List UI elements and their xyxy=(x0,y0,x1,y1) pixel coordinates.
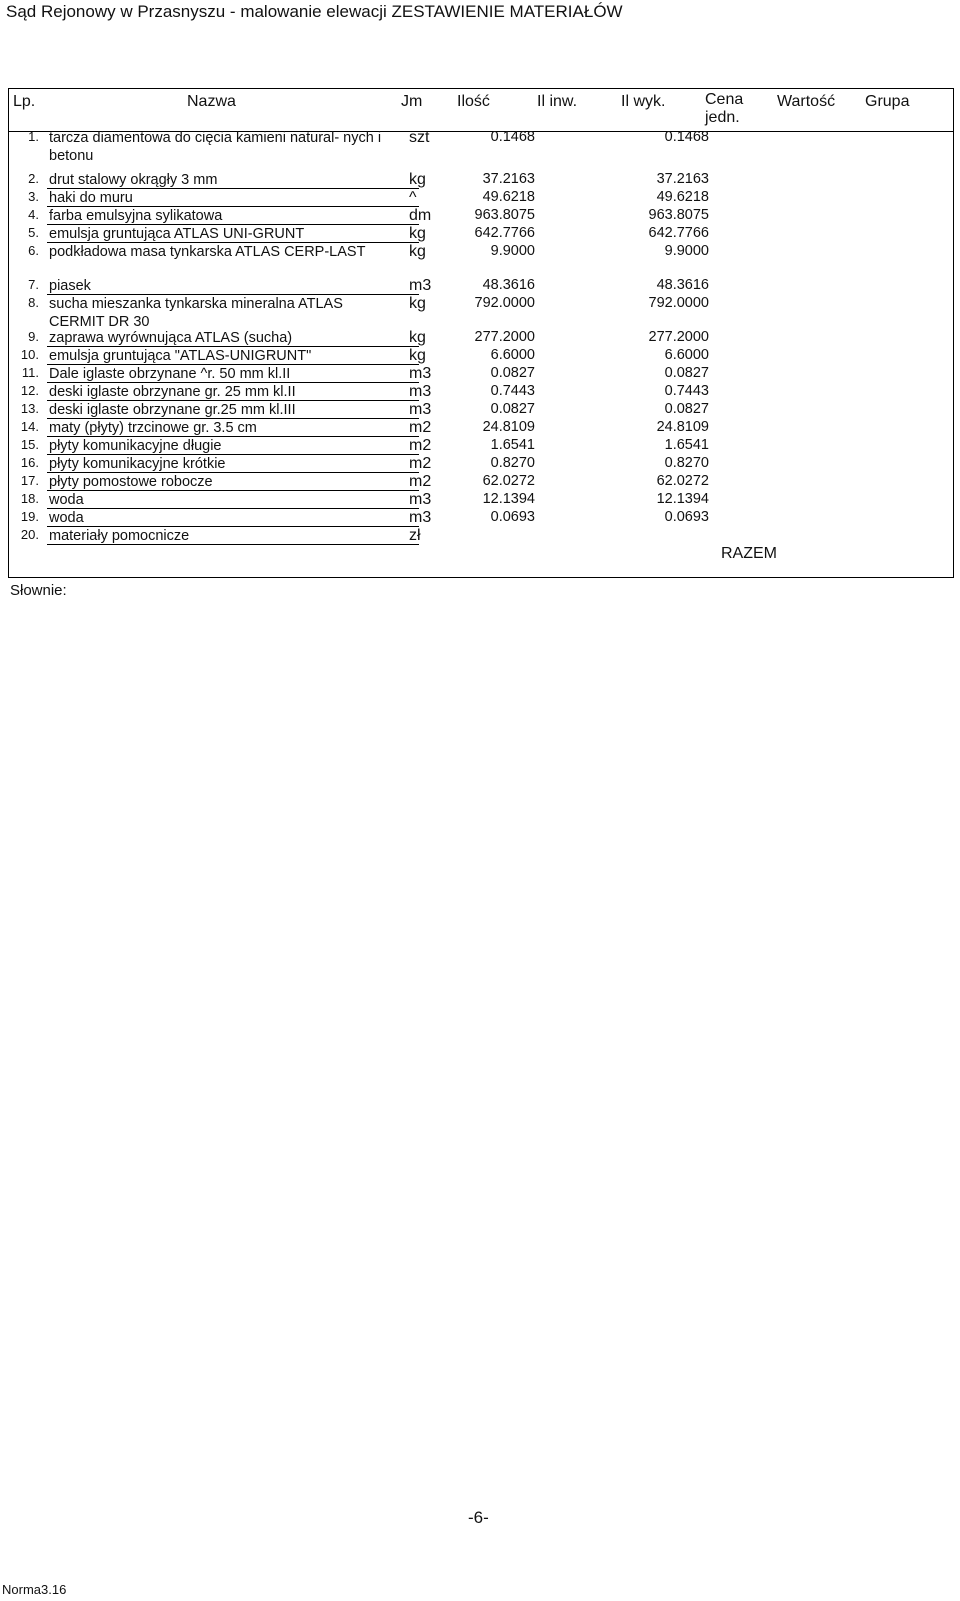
row-jm: kg xyxy=(409,225,426,242)
row-ilosc: 0.7443 xyxy=(490,383,535,399)
row-jm: m2 xyxy=(409,455,432,472)
row-il-wyk: 9.9000 xyxy=(664,243,709,259)
row-jm: m3 xyxy=(409,509,432,526)
row-lp: 11. xyxy=(21,365,39,380)
row-jm: dm xyxy=(409,207,432,224)
row-lp: 19. xyxy=(20,509,39,524)
row-nazwa: drut stalowy okrągły 3 mm xyxy=(49,172,218,188)
row-ilosc: 12.1394 xyxy=(482,491,535,507)
row-il-wyk: 37.2163 xyxy=(656,171,709,187)
row-ilosc: 0.1468 xyxy=(490,129,535,145)
row-nazwa: zaprawa wyrównująca ATLAS (sucha) xyxy=(49,330,293,346)
row-lp: 6. xyxy=(28,243,39,258)
row-lp: 1. xyxy=(28,129,39,144)
row-lp: 13. xyxy=(20,401,39,416)
row-jm: m3 xyxy=(409,365,432,382)
row-lp: 16. xyxy=(20,455,39,470)
row-ilosc: 6.6000 xyxy=(490,347,535,363)
row-lp: 4. xyxy=(28,207,39,222)
row-ilosc: 9.9000 xyxy=(490,243,535,259)
row-nazwa: emulsja gruntująca ATLAS UNI-GRUNT xyxy=(49,226,305,242)
row-jm: kg xyxy=(409,329,426,346)
row-jm: m2 xyxy=(409,473,432,490)
row-nazwa: maty (płyty) trzcinowe gr. 3.5 cm xyxy=(49,420,257,436)
row-jm: m2 xyxy=(409,437,432,454)
row-lp: 10. xyxy=(20,347,39,362)
row-lp: 20. xyxy=(20,527,39,542)
row-ilosc: 792.0000 xyxy=(474,295,535,311)
row-il-wyk: 12.1394 xyxy=(656,491,709,507)
row-nazwa: tarcza diamentowa do cięcia kamieni natural- nych i betonu xyxy=(49,130,382,164)
row-il-wyk: 1.6541 xyxy=(664,437,709,453)
row-il-wyk: 642.7766 xyxy=(648,225,709,241)
row-nazwa: haki do muru xyxy=(49,190,133,206)
row-nazwa: płyty pomostowe robocze xyxy=(49,474,213,490)
razem-label: RAZEM xyxy=(721,545,777,562)
header-cena: Cena jedn. xyxy=(705,91,744,126)
row-ilosc: 277.2000 xyxy=(474,329,535,345)
header-grupa: Grupa xyxy=(865,93,910,110)
row-ilosc: 48.3616 xyxy=(482,277,535,293)
row-jm: m2 xyxy=(409,419,432,436)
row-lp: 9. xyxy=(28,329,39,344)
row-jm: kg xyxy=(409,243,426,260)
row-il-wyk: 0.0827 xyxy=(664,401,709,417)
row-jm: szt xyxy=(409,129,430,146)
row-il-wyk: 277.2000 xyxy=(648,329,709,345)
row-nazwa: podkładowa masa tynkarska ATLAS CERP-LAST xyxy=(49,244,366,260)
row-nazwa: płyty komunikacyjne krótkie xyxy=(49,456,226,472)
row-il-wyk: 0.7443 xyxy=(664,383,709,399)
row-jm: m3 xyxy=(409,491,432,508)
header-il-wyk: Il wyk. xyxy=(621,93,666,110)
row-lp: 18. xyxy=(20,491,39,506)
row-underline xyxy=(47,544,419,545)
row-lp: 8. xyxy=(28,295,39,310)
footer-label: Norma3.16 xyxy=(2,1582,67,1597)
header-ilosc: Ilość xyxy=(457,93,490,110)
row-nazwa: emulsja gruntująca "ATLAS-UNIGRUNT" xyxy=(49,348,312,364)
row-ilosc: 24.8109 xyxy=(482,419,535,435)
row-il-wyk: 0.1468 xyxy=(664,129,709,145)
row-nazwa: farba emulsyjna sylikatowa xyxy=(49,208,223,224)
row-nazwa: materiały pomocnicze xyxy=(49,528,190,544)
row-ilosc: 963.8075 xyxy=(474,207,535,223)
row-lp: 2. xyxy=(28,171,39,186)
header-nazwa: Nazwa xyxy=(187,93,236,110)
row-il-wyk: 6.6000 xyxy=(664,347,709,363)
row-lp: 7. xyxy=(28,277,39,292)
row-il-wyk: 792.0000 xyxy=(648,295,709,311)
row-jm: m3 xyxy=(409,401,432,418)
slownie-label: Słownie: xyxy=(10,582,67,599)
row-ilosc: 62.0272 xyxy=(482,473,535,489)
page-number: -6- xyxy=(468,1508,489,1527)
row-il-wyk: 62.0272 xyxy=(656,473,709,489)
row-jm: m3 xyxy=(409,383,432,400)
row-nazwa: płyty komunikacyjne długie xyxy=(49,438,222,454)
row-jm: m3 xyxy=(409,277,432,294)
row-nazwa: piasek xyxy=(49,278,91,294)
row-ilosc: 37.2163 xyxy=(482,171,535,187)
row-il-wyk: 0.0827 xyxy=(664,365,709,381)
row-ilosc: 0.8270 xyxy=(490,455,535,471)
row-jm: zł xyxy=(409,527,421,544)
header-il-inw: Il inw. xyxy=(537,93,578,110)
row-nazwa: deski iglaste obrzynane gr.25 mm kl.III xyxy=(49,402,296,418)
row-il-wyk: 0.8270 xyxy=(664,455,709,471)
row-lp: 17. xyxy=(20,473,39,488)
row-lp: 3. xyxy=(28,189,39,204)
row-lp: 5. xyxy=(28,225,39,240)
row-ilosc: 642.7766 xyxy=(474,225,535,241)
header-jm: Jm xyxy=(401,93,423,110)
row-nazwa: Dale iglaste obrzynane ^r. 50 mm kl.II xyxy=(49,366,291,382)
row-il-wyk: 49.6218 xyxy=(656,189,709,205)
row-il-wyk: 48.3616 xyxy=(656,277,709,293)
row-ilosc: 0.0827 xyxy=(490,401,535,417)
row-lp: 12. xyxy=(20,383,39,398)
header-lp: Lp. xyxy=(13,93,36,110)
row-nazwa: deski iglaste obrzynane gr. 25 mm kl.II xyxy=(49,384,296,400)
row-ilosc: 0.0827 xyxy=(490,365,535,381)
row-ilosc: 0.0693 xyxy=(490,509,535,525)
row-il-wyk: 963.8075 xyxy=(648,207,709,223)
row-nazwa: woda xyxy=(49,492,84,508)
row-jm: ^ xyxy=(409,189,417,206)
row-lp: 15. xyxy=(20,437,39,452)
row-nazwa: woda xyxy=(49,510,84,526)
page-title: Sąd Rejonowy w Przasnyszu - malowanie elewacji ZESTAWIENIE MATERIAŁÓW xyxy=(6,2,623,21)
header-wartosc: Wartość xyxy=(777,93,836,110)
row-lp: 14. xyxy=(20,419,39,434)
row-il-wyk: 0.0693 xyxy=(664,509,709,525)
row-il-wyk: 24.8109 xyxy=(656,419,709,435)
row-nazwa: sucha mieszanka tynkarska mineralna ATLAS CERMIT DR 30 xyxy=(49,296,343,330)
row-ilosc: 1.6541 xyxy=(490,437,535,453)
row-jm: kg xyxy=(409,347,426,364)
row-jm: kg xyxy=(409,171,426,188)
row-jm: kg xyxy=(409,295,426,312)
materials-table xyxy=(8,88,954,578)
row-ilosc: 49.6218 xyxy=(482,189,535,205)
